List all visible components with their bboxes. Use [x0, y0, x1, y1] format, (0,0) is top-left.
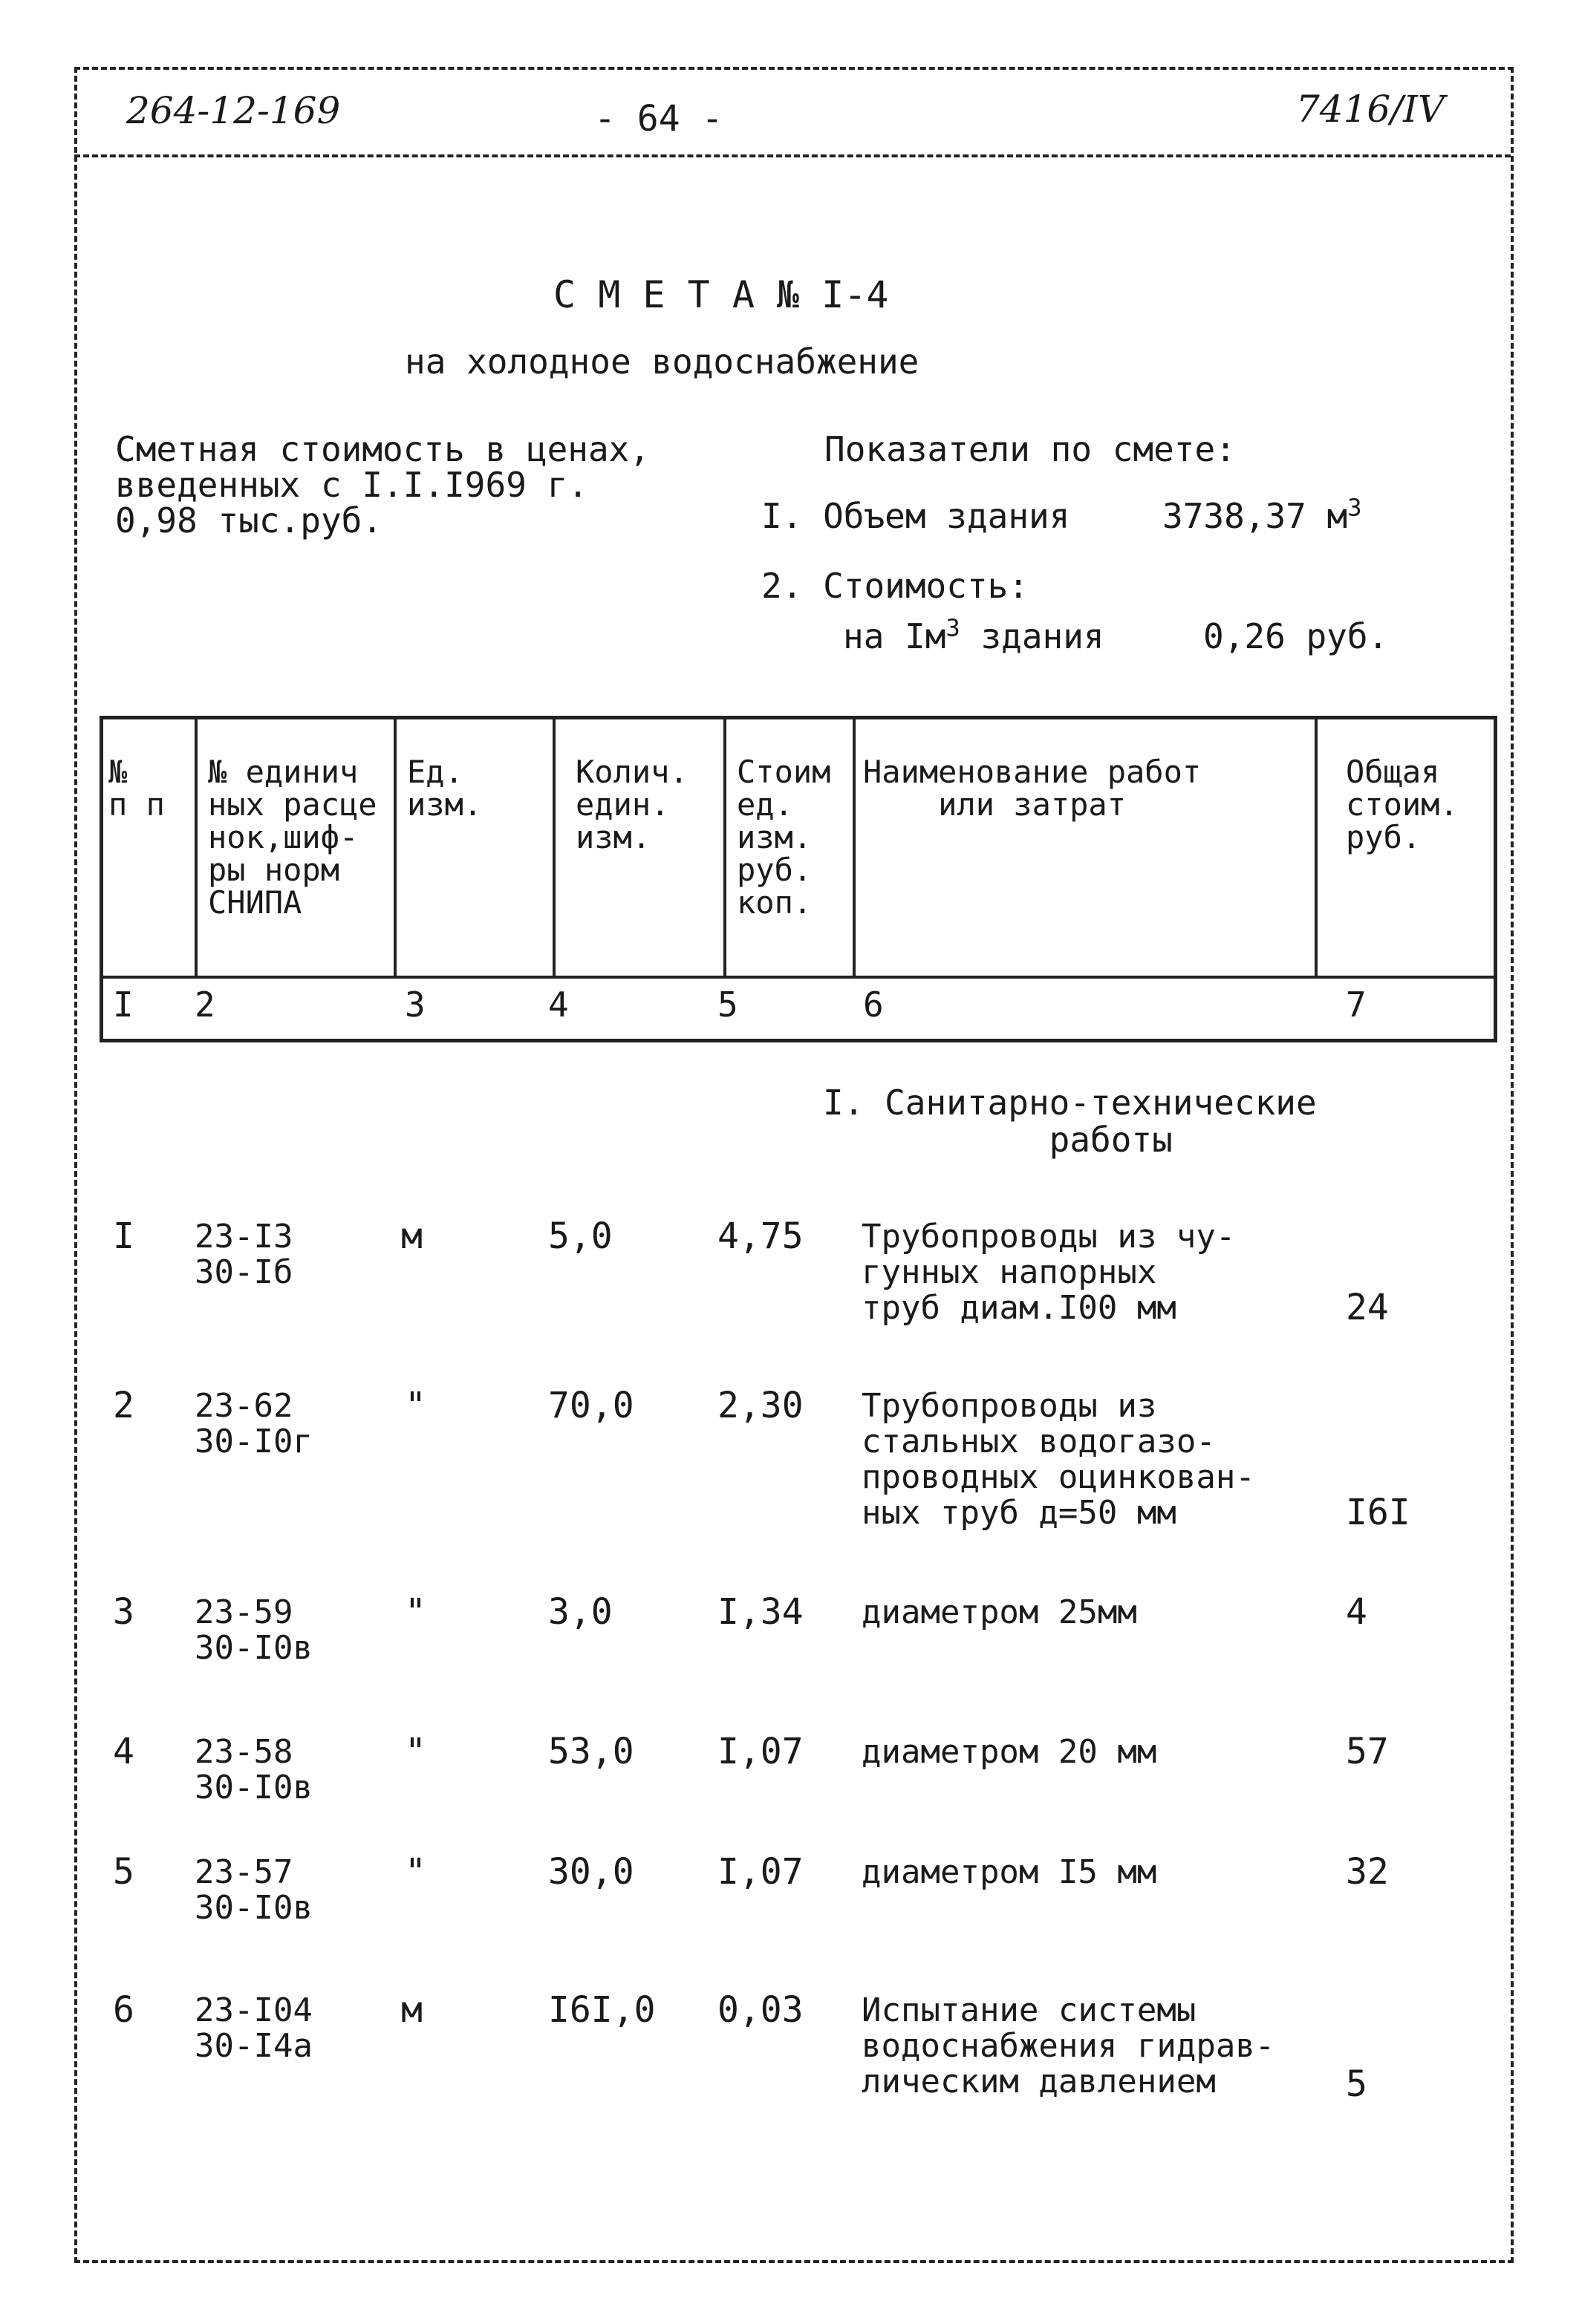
row-quantity: 70,0 [548, 1385, 634, 1426]
row-code: 23-I04 30-I4а [195, 1991, 313, 2065]
row-total: 4 [1346, 1591, 1367, 1633]
row-number: 4 [113, 1731, 134, 1772]
row-unit: " [405, 1731, 426, 1772]
column-number: 6 [863, 985, 884, 1025]
row-name: Трубопроводы из чу- гунных напорных труб диам.I00 мм [862, 1218, 1236, 1327]
estimated-cost-line2: введенных с I.I.I969 г. [115, 465, 588, 505]
header-col-quantity: Колич. един. изм. [576, 754, 688, 855]
indicator-volume-label: I. Объем здания [761, 496, 1070, 536]
row-total: 32 [1346, 1851, 1389, 1893]
row-unit: м [401, 1989, 423, 2031]
header-rule [74, 154, 1511, 157]
row-unit: " [405, 1591, 426, 1633]
col-divider [195, 716, 198, 977]
row-total: 57 [1346, 1731, 1389, 1772]
page-number: - 64 - [594, 98, 723, 140]
document-code-right: 7416/IV [1296, 88, 1445, 131]
column-number: I [113, 985, 134, 1025]
row-code: 23-59 30-I0в [195, 1593, 313, 1667]
row-quantity: 30,0 [548, 1851, 634, 1893]
header-col-name: Наименование работ или затрат [863, 754, 1202, 823]
document-code-left: 264-12-169 [126, 89, 341, 132]
header-divider [100, 976, 1497, 979]
col-divider [853, 716, 856, 977]
row-unit-cost: I,07 [717, 1851, 804, 1893]
row-name: Испытание системы водоснабжения гидрав- лическим давлением [862, 1991, 1275, 2101]
header-col-unit-cost: Стоим ед. изм. руб. коп. [737, 754, 831, 921]
column-number: 2 [195, 985, 215, 1025]
header-col-unit: Ед. изм. [407, 754, 483, 823]
row-unit-cost: I,07 [717, 1731, 804, 1772]
row-number: 5 [113, 1851, 134, 1893]
row-quantity: I6I,0 [548, 1989, 656, 2031]
estimated-cost-value: 0,98 тыс.руб. [115, 500, 383, 541]
row-name: диаметром 20 мм [862, 1733, 1157, 1771]
row-name: диаметром 25мм [862, 1593, 1137, 1631]
row-code: 23-58 30-I0в [195, 1733, 313, 1806]
indicators-title: Показатели по смете: [824, 429, 1236, 469]
header-col-code: № единич ных расце нок,шиф- ры норм СНИПА [208, 754, 377, 921]
row-name: диаметром I5 мм [862, 1853, 1157, 1891]
column-number: 5 [717, 985, 738, 1025]
page-frame [74, 67, 1514, 2263]
row-name: Трубопроводы из стальных водогазо- проводных оцинкован- ных труб д=50 мм [862, 1387, 1255, 1532]
row-total: 24 [1346, 1287, 1389, 1328]
row-unit-cost: I,34 [717, 1591, 804, 1633]
row-quantity: 3,0 [548, 1591, 613, 1633]
header-col-total: Общая стоим. руб. [1346, 754, 1459, 855]
indicator-cost-per-m3-value: 0,26 руб. [1203, 616, 1389, 656]
page-subtitle: на холодное водоснабжение [405, 342, 919, 382]
row-code: 23-I3 30-Iб [195, 1218, 293, 1291]
row-quantity: 53,0 [548, 1731, 634, 1772]
row-quantity: 5,0 [548, 1215, 613, 1257]
column-number: 4 [548, 985, 569, 1025]
row-code: 23-57 30-I0в [195, 1853, 313, 1927]
header-col-number: № п п [108, 754, 165, 823]
col-divider [1315, 716, 1318, 977]
row-number: 6 [113, 1989, 134, 2031]
row-number: I [113, 1215, 134, 1257]
row-unit: " [405, 1851, 426, 1893]
column-number: 7 [1346, 985, 1367, 1025]
row-code: 23-62 30-I0г [195, 1387, 313, 1460]
row-unit: м [401, 1215, 423, 1257]
row-unit: " [405, 1385, 426, 1426]
row-total: I6I [1346, 1492, 1410, 1533]
row-unit-cost: 2,30 [717, 1385, 804, 1426]
col-divider [723, 716, 726, 977]
row-number: 3 [113, 1591, 134, 1633]
row-number: 2 [113, 1385, 134, 1426]
page-title: С М Е Т А № I-4 [553, 273, 889, 316]
col-divider [553, 716, 556, 977]
col-divider [394, 716, 397, 977]
section-heading: I. Санитарно-технические работы [823, 1083, 1317, 1160]
row-total: 5 [1346, 2063, 1367, 2105]
row-unit-cost: 4,75 [717, 1215, 804, 1257]
indicator-cost-label: 2. Стоимость: [761, 566, 1029, 606]
indicator-cost-per-m3-label: на $Iм^3$ здания [843, 613, 1104, 656]
row-unit-cost: 0,03 [717, 1989, 804, 2031]
column-number: 3 [405, 985, 426, 1025]
indicator-volume-value: 3738,37 $м^3$ [1162, 493, 1362, 536]
estimated-cost-line1: Сметная стоимость в ценах, [115, 429, 651, 469]
